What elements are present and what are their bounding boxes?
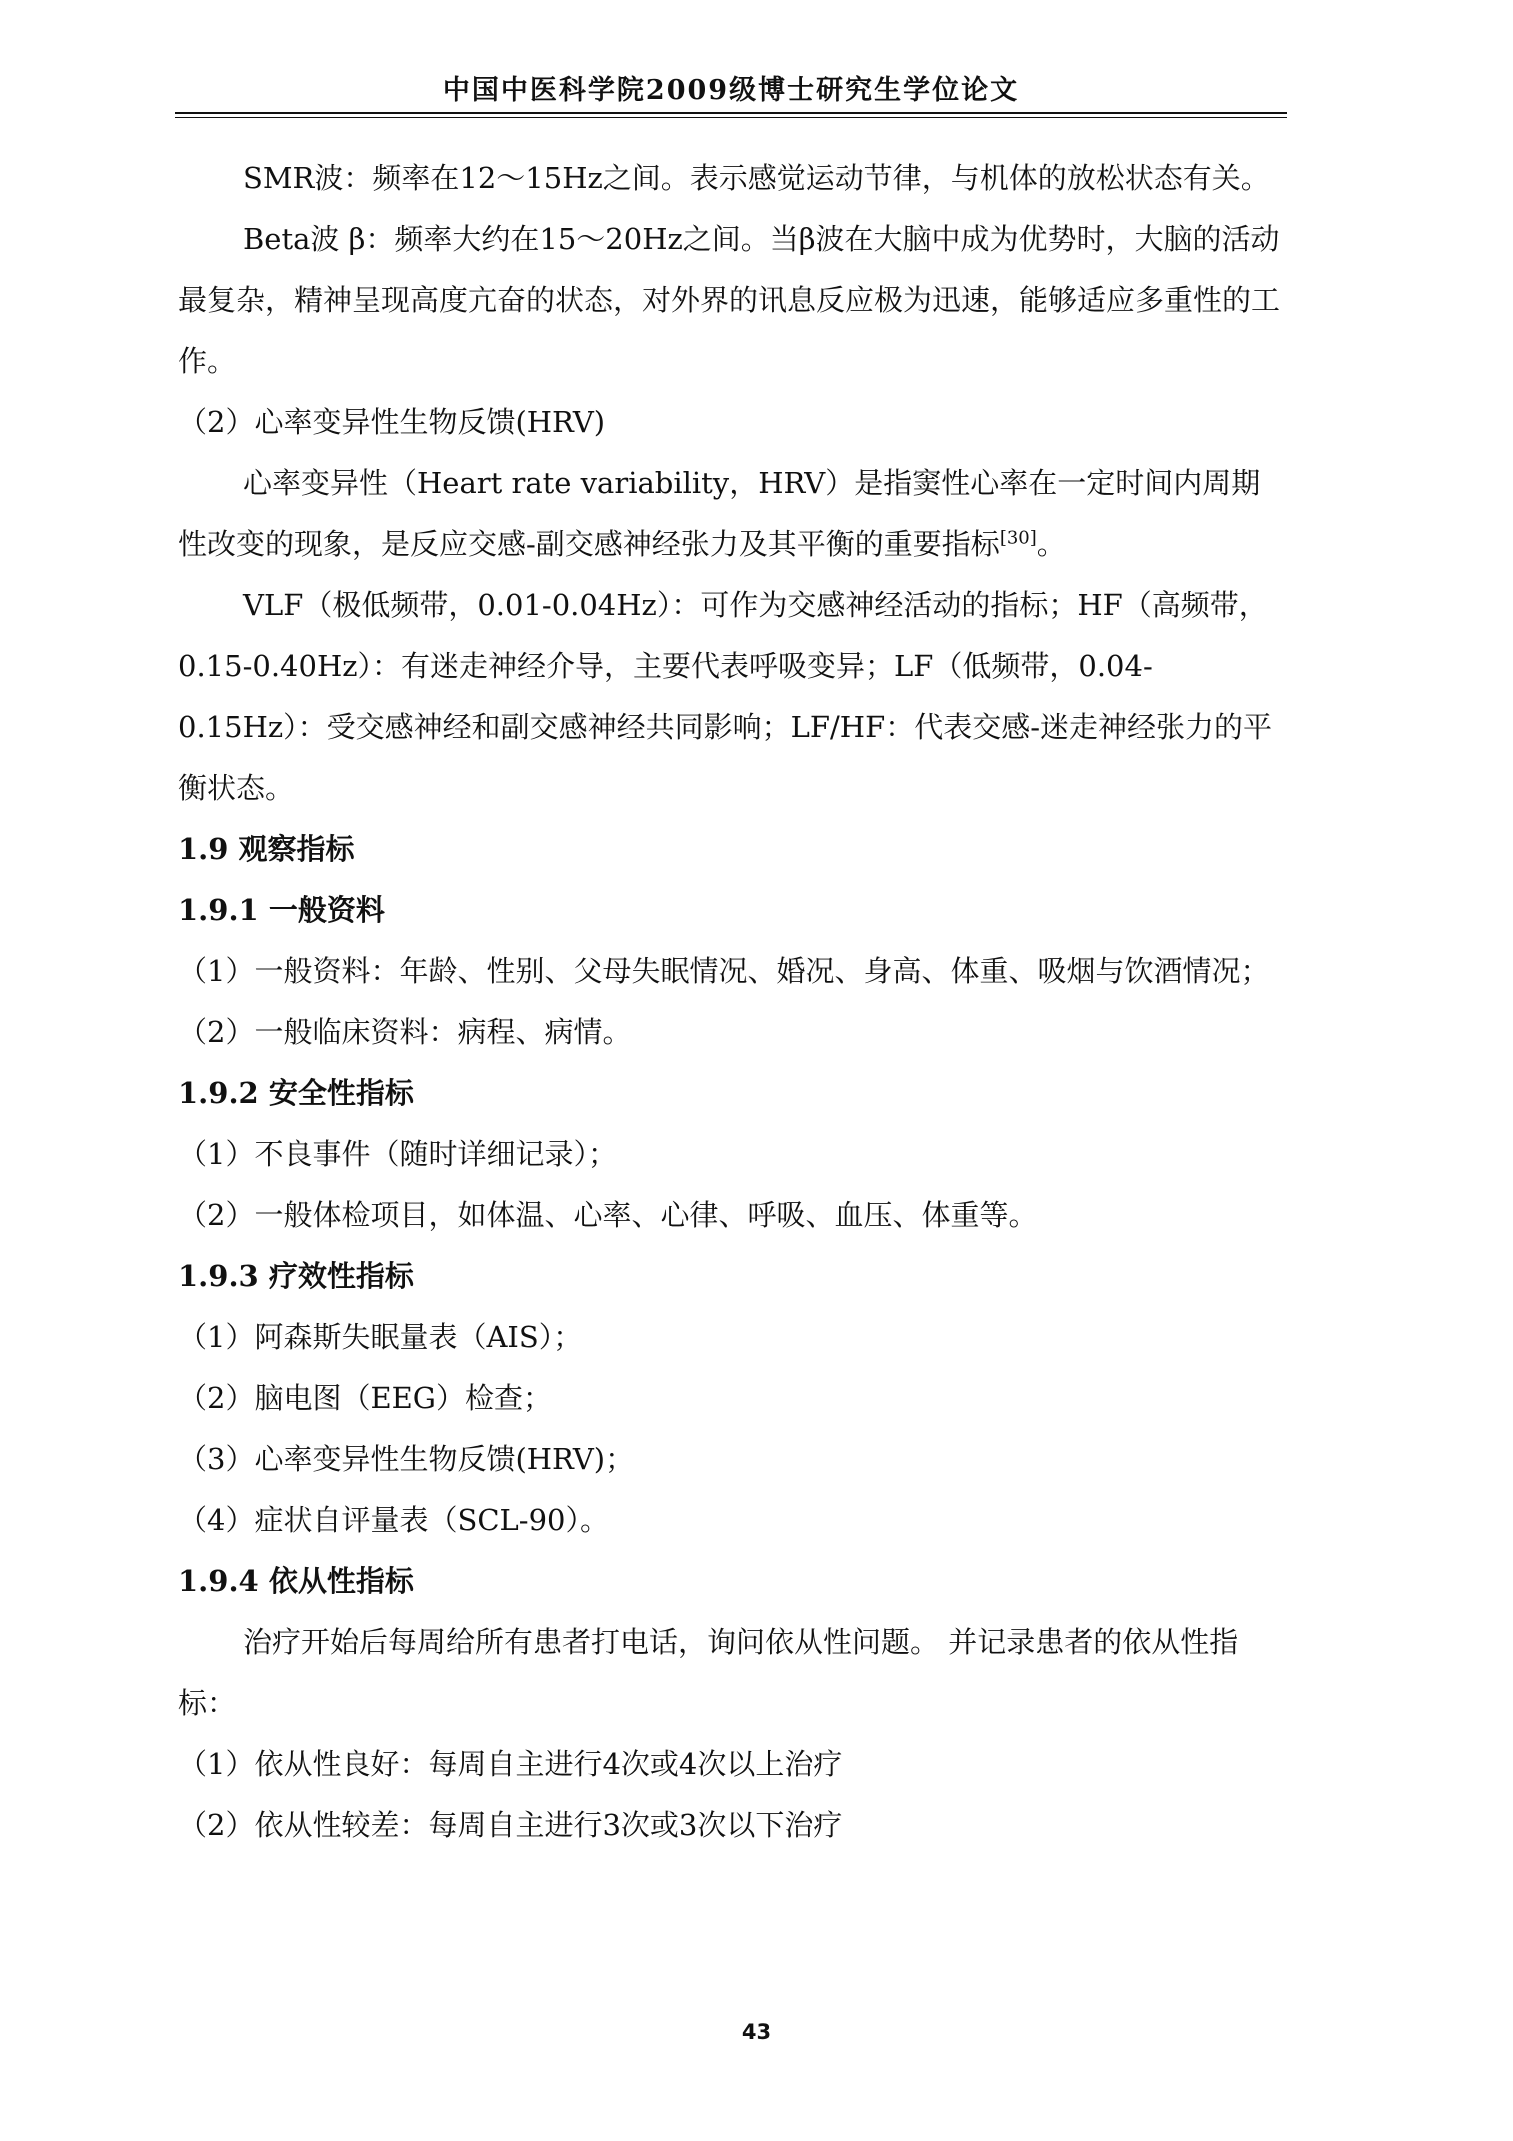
list-item: （2）脑电图（EEG）检查； (178, 1381, 552, 1415)
running-header: 中国中医科学院2009级博士研究生学位论文 (442, 75, 1020, 106)
list-item: （4）症状自评量表（SCL-90）。 (178, 1503, 609, 1537)
list-item: （1）不良事件（随时详细记录）； (178, 1137, 617, 1171)
paragraph-compliance: 治疗开始后每周给所有患者打电话，询问依从性问题。 并记录患者的依从性指标： (178, 1625, 1239, 1720)
list-item: （1）阿森斯失眠量表（AIS）； (178, 1320, 583, 1354)
section-heading-1-9-2: 1.9.2 安全性指标 (178, 1076, 414, 1110)
section-heading-1-9-4: 1.9.4 依从性指标 (178, 1564, 414, 1598)
paragraph-hrv-definition (178, 453, 1288, 575)
section-heading-1-9-3: 1.9.3 疗效性指标 (178, 1259, 414, 1293)
list-item: （2）一般体检项目，如体温、心率、心律、呼吸、血压、体重等。 (178, 1198, 1038, 1232)
section-heading-1-9-1: 1.9.1 一般资料 (178, 893, 385, 927)
hrv-definition-end: 。 (1036, 527, 1066, 561)
paragraph-frequency-bands: VLF（极低频带，0.01-0.04Hz）：可作为交感神经活动的指标；HF（高频带，0.15-0.40Hz）：有迷走神经介导，主要代表呼吸变异；LF（低频带，0.04-0.15Hz）：受交感神经和副交感神经共同影响；LF/HF：代表交感-迷走神经张力的平衡状态。 (178, 588, 1273, 805)
citation-ref: [30] (999, 527, 1037, 549)
subheading-hrv: （2）心率变异性生物反馈(HRV) (178, 405, 606, 439)
paragraph-smr: SMR波：频率在12～15Hz之间。表示感觉运动节律，与机体的放松状态有关。 (243, 161, 1270, 195)
list-item: （1）一般资料：年龄、性别、父母失眠情况、婚况、身高、体重、吸烟与饮酒情况； (178, 954, 1270, 988)
section-heading-1-9: 1.9 观察指标 (178, 832, 355, 866)
list-item: （2）一般临床资料：病程、病情。 (178, 1015, 632, 1049)
page-number: 43 (741, 2020, 772, 2044)
header-rule (175, 112, 1287, 118)
list-item: （2）依从性较差：每周自主进行3次或3次以下治疗 (178, 1808, 843, 1842)
list-item: （1）依从性良好：每周自主进行4次或4次以上治疗 (178, 1747, 843, 1781)
page-body (178, 148, 1288, 1856)
paragraph-beta: Beta波 β：频率大约在15～20Hz之间。当β波在大脑中成为优势时，大脑的活动最复杂，精神呈现高度亢奋的状态，对外界的讯息反应极为迅速，能够适应多重性的工作。 (178, 222, 1281, 378)
hrv-definition-text: 心率变异性（Heart rate variability，HRV）是指窦性心率在一定时间内周期性改变的现象，是反应交感-副交感神经张力及其平衡的重要指标 (178, 466, 1261, 561)
list-item: （3）心率变异性生物反馈(HRV)； (178, 1442, 635, 1476)
